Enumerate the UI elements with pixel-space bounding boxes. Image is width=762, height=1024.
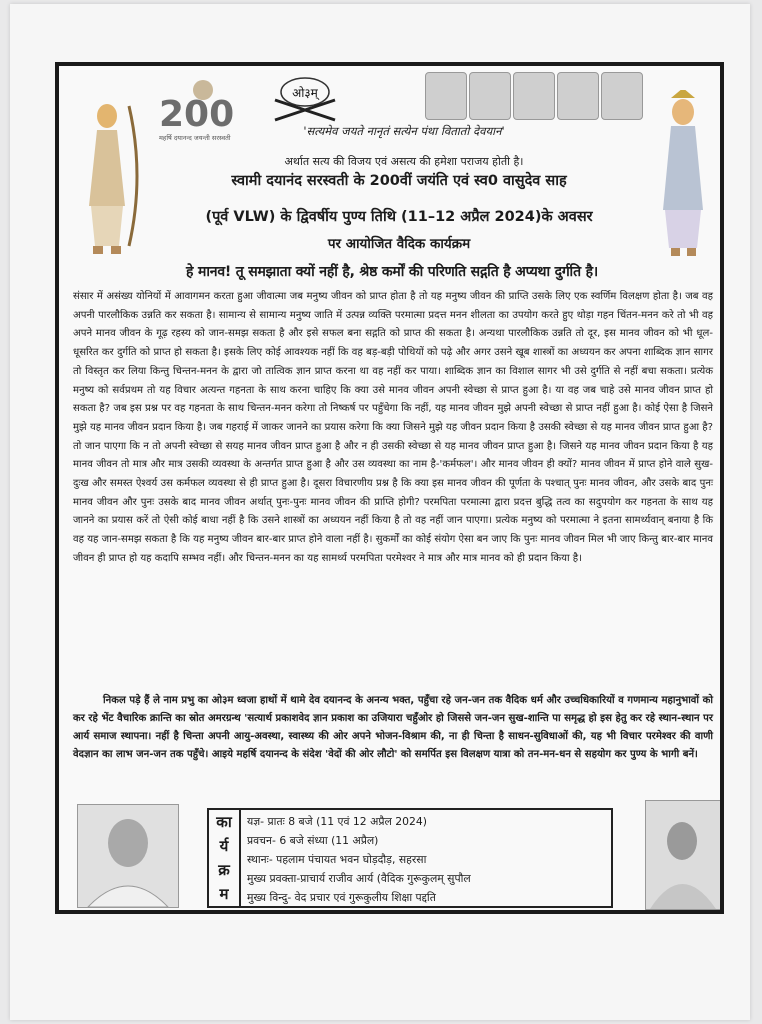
om-symbol: ओ३म् [292,86,318,100]
person-photo-left [77,804,179,908]
om-emblem [265,70,345,126]
program-label-char-3: क्र [218,861,230,879]
program-box [207,808,613,908]
logo-number: 200 [159,94,235,135]
program-line-pravachan: प्रवचन- 6 बजे संध्या (11 अप्रैल) [247,834,379,847]
paper-sheet [10,4,750,1020]
leader-portrait-3 [513,72,555,120]
program-line-main-point: मुख्य विन्दु- वेद प्रचार एवं गुरूकुलीय शिक्षा पद्दति [247,891,436,904]
program-label-char-4: म [219,885,229,903]
quote-meaning: अर्थात सत्य की विजय एवं असत्य की हमेशा पराजय होती है। [284,155,524,168]
program-line-venue: स्थानः- पहलाम पंचायत भवन घोड़दौड़, सहरसा [247,853,427,866]
leader-portrait-4 [557,72,599,120]
body-paragraph-2: निकल पड़े हैं ले नाम प्रभु का ओ३म ध्वजा हाथों में थामे देव दयानन्द के अनन्य भक्त, पहुँचा रहे जन-जन तक वैदिक धर्म और उच्चधिकारियों व गणमान्य महानुभावों को कर रहे भेंट वैचारिक क्रान्ति का स्रोत अमरग्रन्थ 'सत्यार्थ प्रकाशवेद ज्ञान प्रकाश का उजियारा चहुँओर हो जिससे जन-जन सुख-शान्ति पा समृद्ध हो इस हेतु कर रहे स्थान-स्थान पर आर्य समाज स्थापना। नहीं है चिन्ता अपनी आयु-अवस्था, स्वास्थ्य की ओर अपने भोजन-विश्राम की, ना ही चिन्ता है साधन-सुविधाओं की, यह भी विचार परमेश्वर की वाणी वेदज्ञान का लाभ जन-जन तक पहुँचे। आइये महर्षि दयानन्द के संदेश 'वेदों की ओर लौटो' को समर्पित इस विलक्षण यात्रा को तन-मन-धन से सहयोग कर पुण्य के भागी बनें। [73,695,713,760]
poster-frame [55,62,724,914]
program-label [209,810,241,906]
leader-portrait-2 [469,72,511,120]
program-line-yajna: यज्ञ- प्रातः 8 बजे (11 एवं 12 अप्रैल 2024) [247,815,427,828]
rama-figure-image [69,96,147,260]
program-label-char-2: र्य [219,837,229,855]
headline-line-3: पर आयोजित वैदिक कार्यक्रम [327,236,471,252]
slogan: हे मानव! तू समझाता क्यों नहीं है, श्रेष्ठ कर्मों की परिणति सद्गति है अप्यथा दुर्गति है। [186,264,598,280]
body-paragraph-1: संसार में असंख्य योनियों में आवागमन करता हुआ जीवात्मा जब मनुष्य जीवन को प्राप्त होता है तो यह मनुष्य जीवन की प्राप्ति उसके लिए एक स्वर्णिम विलक्षण होता है। जब वह अपनी पारलौकिक उन्नति कर सकता है। सामान्य से सामान्य मनुष्य जाति में उत्पन्न व्यक्ति परमात्मा प्रदत्त मनन शीलता का उपयोग करते हुए थोड़ा गहन चिंतन-मनन करे तो भी वह अपने मानव जीवन के गूढ़ रहस्य को जान-समझ सकता है और इसे सफल बना सद्गति को प्राप्त की सकता है। अन्यथा पारलौकिक उन्नति तो दूर, इस मानव जीवन को भी धूल-धूसरित कर दुर्गति को प्राप्त हो सकता है। इसके लिए कोई आवश्यक नहीं कि वह बड़-बड़ी पोथियों को पढ़े और अगर उसने खूब शास्त्रों का अध्ययन कर अपना शाब्दिक ज्ञान सागर तो विस्तृत कर लिया किन्तु चिन्तन-मनन के द्वारा जो तात्विक ज्ञान प्राप्त करना था वह नहीं कर पाया। शाब्दिक ज्ञान का विशाल सागर भी उसे दुर्गति से नहीं बचा सकता। प्रत्येक मनुष्य को सर्वप्रथम तो यह विचार अत्यन्त गहनता के साथ करना चाहिए कि क्या उसे मानव जीवन अपनी स्वेच्छा से प्राप्त हुआ है। या वह जब चाहे उसे मानव जीवन प्राप्त हो सकता है? जब इस प्रश्न पर वह गहनता के साथ चिन्तन-मनन करेगा तो निष्कर्ष पर पहुँचेगा कि नहीं, यह मानव जीवन मुझे अपनी स्वेच्छा से प्राप्त नहीं हुआ है। कोई ऐसा है जिसने मुझे यह मानव जीवन प्रदान किया है। जब गहराई में जाकर जानने का प्रयास करेगा कि क्या जिसने मुझे यह जीवन प्रदान किया है उसकी स्वेच्छा से यह मानव जीवन प्राप्त हुआ है? तो जान पाएगा कि न तो अपनी स्वेच्छा से सयह मानव जीवन प्राप्त हुआ है और न ही उसकी स्वेच्छा से यह मानव जीवन प्राप्त हुआ है। जिसने यह मानव जीवन प्रदान किया है यह मानव जीवन तो मात्र और मात्र उसकी व्यवस्था के अन्तर्गत प्राप्त हुआ है और उस व्यवस्था का नाम है-'कर्मफल'। और मानव जीवन ही क्यों? मानव जीवन में प्राप्त होने वाले सुख-दुःख और समस्त ऐश्वर्य उस कर्मफल व्यवस्था से ही प्राप्त हुआ है। दूसरा विचारणीय प्रश्न है कि क्या इस मानव जीवन की पूर्णता के पश्चात् पुनः मानव जीवन, और उसके बाद पुनः मानव जीवन और पुनः उसके बाद मानव जीवन अर्थात् पुनः-पुनः मानव जीवन की प्राप्ति होगी? परमपिता परमात्मा द्वारा प्रदत्त बुद्धि तत्व का सदुपयोग कर गहनता के साथ यह जानने का प्रयास करें तो ऐसी कोई बाधा नहीं है कि उसने शास्त्रों का अध्ययन नहीं किया है तो वह नहीं जान पाएगा। प्रत्येक मनुष्य को परमात्मा ने इतना सामर्थ्यवान् बनाया है कि वह यह जान-समझ सकता है कि यह मनुष्य जीवन बार-बार प्राप्त होने वाला नहीं है। सुकर्मों का कोई संयोग ऐसा बन जाए कि पुनः मानव जीवन मिल भी जाए किन्तु बार-बार मानव जीवन ही प्राप्त हो यह कदापि सम्भव नहीं। और चिन्तन-मनन का यह सामर्थ्य परमपिता परमेश्वर ने मात्र और मात्र मानव को ही प्रदान किया है। [73,291,713,564]
program-details [247,812,607,907]
program-line-speaker: मुख्य प्रवक्ता-प्राचार्य राजीव आर्य (वैदिक गुरूकुलम् सुपौल [247,872,471,885]
leader-portrait-5 [601,72,643,120]
logo-caption: महर्षि दयानन्द जयन्ती सरस्वती [159,134,231,142]
sanskrit-quote: 'सत्यमेव जयते नानृतं सत्येन पंथा वितातो देवयान' [303,124,505,138]
leader-portrait-1 [425,72,467,120]
headline-line-1: स्वामी दयानंद सरस्वती के 200वीं जयंति एवं स्व0 वासुदेव साह [231,173,567,189]
program-label-char-1: का [216,813,232,831]
person-photo-right [645,800,721,910]
headline-line-2: (पूर्व VLW) के द्विवर्षीय पुण्य तिथि (11–12 अप्रैल 2024)के अवसर [205,209,593,225]
crossed-swords-icon [275,100,335,120]
